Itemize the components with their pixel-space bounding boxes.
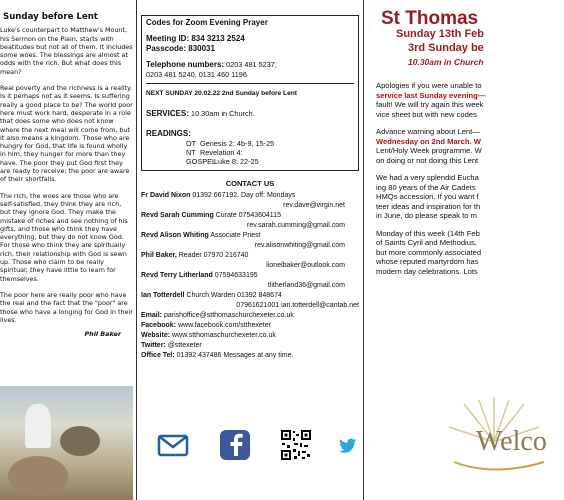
contact-icons: [137, 423, 363, 473]
info-column: [136, 0, 364, 500]
link-label: Office Tel:: [141, 352, 175, 360]
contact-item: [141, 212, 359, 221]
link-email[interactable]: [141, 312, 359, 321]
meeting-id: Meeting ID: 834 3213 2524: [146, 34, 245, 43]
contact-name: Revd Terry Litherland: [141, 272, 213, 280]
readings-list: [146, 129, 354, 166]
contact-detail: Reader 07970 216740: [178, 252, 249, 260]
link-label: Facebook:: [141, 322, 177, 330]
email-icon[interactable]: [157, 429, 189, 461]
line: modern day celebrations. Lots: [376, 266, 478, 276]
contact-detail: 07594633195: [214, 272, 258, 280]
line: fault! We will try again this week: [376, 100, 484, 109]
link-value: www.stthomaschurchexeter.co.uk: [172, 332, 276, 340]
reflection-signature: Phil Baker: [84, 330, 121, 339]
service-line: 10.30am in Church: [408, 56, 484, 67]
contact-item: [141, 252, 359, 261]
link-website[interactable]: [141, 332, 359, 341]
contact-item: [141, 232, 359, 241]
sunday-subtitle: 3rd Sunday be: [408, 42, 484, 54]
line: ing 80 years of the Air Cadets: [376, 182, 476, 192]
contact-detail: Church Warden 01392 848674: [186, 292, 282, 300]
reflection-heading: Sunday before Lent: [3, 12, 98, 22]
line: Wednesday on 2nd March. W: [376, 136, 481, 146]
link-facebook[interactable]: [141, 322, 359, 331]
line: HMQs accession. If you want f: [376, 192, 479, 201]
contact-name: Revd Alison Whiting: [141, 232, 209, 240]
contact-email[interactable]: lionelbaker@outlook.com: [266, 262, 345, 270]
contact-email[interactable]: rev.dave@virgin.net: [283, 202, 345, 210]
reading-book: NT: [186, 147, 196, 157]
reflection-paragraph: Real poverty and the richness is a reality. Is it perhaps not as it seems. Is suffering really a good place to be? The world poor here must work hard, desperate in a role that does some who does not know where the next meal will come from, but it also means a kingdom. Those who are hungry for God, that life is found wholly in him, they hunger for more than they have. The poor they put God first they are ready to receive: the poor are aware of their shortfalls.: [0, 84, 133, 184]
paragraph-saints: [376, 229, 500, 277]
line: vice sheet but with new codes: [376, 109, 477, 119]
reading-ref: Revelation 4:: [200, 147, 243, 157]
reflection-paragraph: The poor here are really poor who have the real and the fact that the "poor" are those who have a longing for God in their lives.: [0, 290, 133, 324]
link-label: Email:: [141, 312, 163, 320]
line: but more commonly associated: [376, 247, 482, 257]
sunday-date: Sunday 13th Feb: [396, 27, 485, 40]
contacts-list: [137, 188, 363, 361]
sermon-painting: [0, 386, 133, 500]
contact-name: Fr David Nixon: [141, 192, 191, 200]
passcode: Passcode: 830031: [146, 44, 215, 53]
contact-detail: Associate Priest: [210, 232, 261, 240]
contact-detail: 01392 667192. Day off: Mondays: [192, 192, 296, 200]
link-twitter[interactable]: [141, 342, 359, 351]
link-value: www.facebook.com/stthexeter: [177, 322, 271, 330]
paragraph-apologies: [376, 81, 500, 119]
line: Monday of this week (14th Feb: [376, 228, 480, 238]
notice-box: [141, 15, 359, 171]
next-sunday: NEXT SUNDAY 20.02.22 2nd Sunday before Lent: [146, 90, 297, 98]
line: whose reputed martyrdom has: [376, 257, 479, 266]
telephone-1: 0203 481 5237,: [226, 60, 277, 69]
newsletter-body: [376, 81, 500, 276]
welcome-text: Welco: [476, 426, 547, 457]
readings-label: READINGS:: [146, 128, 191, 138]
qr-code-icon[interactable]: [280, 429, 312, 461]
contact-email[interactable]: tlitherland36@gmail.com: [267, 282, 345, 290]
paragraph-lent: [376, 127, 500, 165]
line: Lent/Holy Week programme. W: [376, 146, 482, 155]
reflection-column: [0, 0, 133, 500]
contact-email[interactable]: rev.alisonwhiting@gmail.com: [254, 242, 345, 250]
link-value: parishoffice@stthomaschurchexeter.co.uk: [163, 312, 294, 320]
contact-email[interactable]: 07961621001 ian.totterdell@cantab.net: [236, 302, 359, 310]
line: Apologies if you were unable to: [376, 81, 482, 90]
newsletter-column: [364, 0, 547, 500]
contacts-title: CONTACT US: [225, 178, 275, 188]
zoom-codes-title: Codes for Zoom Evening Prayer: [146, 18, 268, 27]
telephone-label: Telephone numbers:: [146, 60, 225, 69]
line: We had a very splendid Eucha: [376, 173, 479, 182]
reflection-paragraph: The rich, the woes are those who are self-satisfied, they think they are rich, but they ignore God. They make the mistake of riches and see nothing of his gifts, and those who think they have everything, but they do not know God. For those who think they are spiritually rich, their relationship with God is sewn up. Those who claim to be really spiritual; they have little to learn for themselves.: [0, 191, 128, 283]
line: teer ideas and inspiration for th: [376, 201, 481, 211]
contact-email[interactable]: rev.sarah.cumming@gmail.com: [246, 222, 345, 230]
reading-ref: Genesis 2: 4b-9, 15-25: [200, 138, 275, 148]
contact-item: [141, 272, 359, 281]
contact-name: Revd Sarah Cumming: [141, 212, 214, 220]
reflection-paragraph: Luke's counterpart to Matthew's Mount, his Sermon on the Plain, starts with beatitudes but not all of them. It includes some woes. The blessings are almost at odds with the rich. But what does this mean?: [0, 26, 133, 76]
link-office-tel[interactable]: [141, 352, 359, 361]
twitter-icon[interactable]: [337, 429, 359, 461]
contact-name: Phil Baker,: [141, 252, 177, 260]
contact-item: [141, 292, 359, 301]
link-label: Website:: [141, 332, 171, 340]
link-label: Twitter:: [141, 342, 166, 350]
reading-ref: Luke 8: 22-25: [214, 156, 259, 166]
church-title: St Thomas: [381, 8, 479, 29]
contact-item: [141, 192, 359, 201]
services-value: 10.30am in Church.: [191, 108, 255, 118]
line: in June, do please speak to m: [376, 211, 477, 220]
line: on doing or not doing this Lent: [376, 155, 479, 165]
contact-name: Ian Totterdell: [141, 292, 185, 300]
link-value: @sttexeter: [167, 342, 202, 350]
contact-detail: Curate 07543604115: [215, 212, 281, 220]
facebook-icon[interactable]: [219, 429, 251, 461]
services-label: SERVICES:: [146, 108, 189, 118]
line: of Saints Cyril and Methodius,: [376, 238, 477, 247]
reading-book: OT: [186, 138, 197, 148]
telephone-2: 0203 481 5240, 0131 460 1196: [146, 70, 247, 79]
welcome-logo: [434, 392, 564, 492]
line: service last Sunday evening—: [376, 90, 486, 100]
line: Advance warning about Lent—: [376, 127, 480, 136]
paragraph-eucharist: [376, 173, 500, 221]
reading-book: GOSPEL: [186, 156, 217, 166]
link-value: 01392 437486 Messages at any time.: [176, 352, 294, 360]
